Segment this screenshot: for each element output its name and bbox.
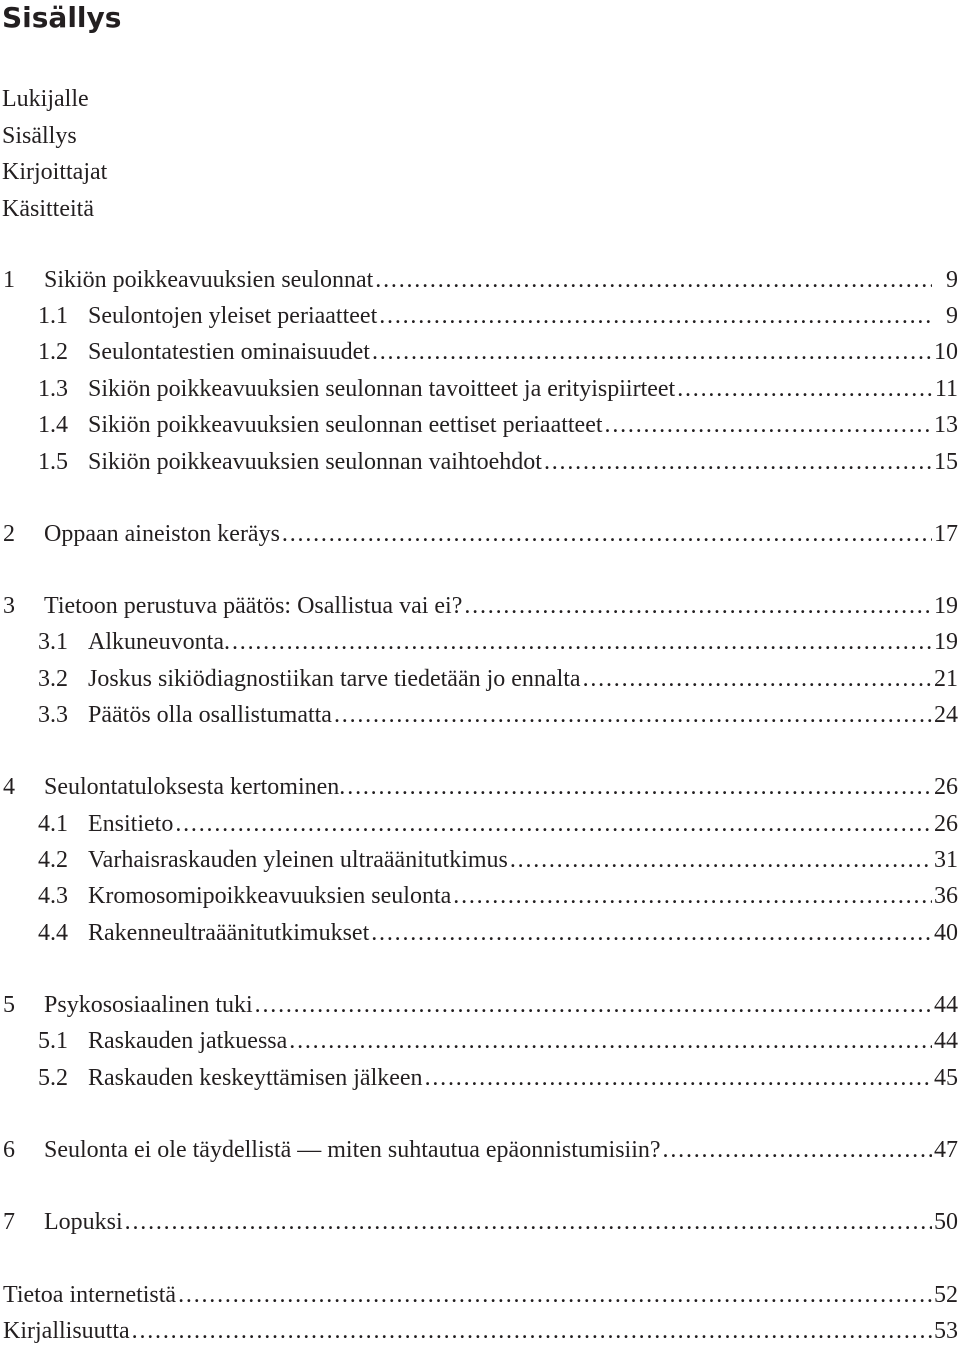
toc-entry-number: 4.4 [38,920,68,946]
toc-entry[interactable] [0,334,960,370]
toc-entry[interactable] [0,516,960,552]
toc-entry-page: 26 [934,774,958,800]
dot-leader [232,624,932,660]
toc-entry-title: Varhaisraskauden yleinen ultraäänitutkimus [88,847,508,873]
toc-entry-page: 40 [934,920,958,946]
toc-entry-page: 24 [934,702,958,728]
dot-leader [379,298,932,334]
toc-entry-page: 47 [934,1137,958,1163]
toc-entry[interactable] [0,624,960,660]
toc-entry-page: 21 [934,666,958,692]
toc-entry-number: 1 [3,267,15,293]
toc-entry[interactable] [0,697,960,733]
dot-leader [605,407,932,443]
toc-entry-number: 4 [3,774,15,800]
toc-entry-title: Tietoon perustuva päätös: Osallistua vai ei? [44,593,463,619]
toc-entry-title: Raskauden keskeyttämisen jälkeen [88,1065,423,1091]
dot-leader [371,915,932,951]
toc-entry-number: 1.1 [38,303,68,329]
dot-leader [464,588,932,624]
toc-entry[interactable] [0,444,960,480]
dot-leader [583,661,932,697]
toc-entry[interactable] [0,842,960,878]
toc-entry-title: Seulonta ei ole täydellistä — miten suhtautua epäonnistumisiin? [44,1137,661,1163]
toc-entry-title: Seulontojen yleiset periaatteet [88,303,378,329]
dot-leader [544,444,932,480]
dot-leader [347,769,932,805]
toc-entry[interactable] [0,915,960,951]
toc-entry-number: 4.1 [38,811,68,837]
toc-entry-number: 5.1 [38,1028,68,1054]
toc-entry-title: Kromosomipoikkeavuuksien seulonta [88,883,452,909]
toc-entry-page: 10 [934,339,958,365]
dot-leader [375,262,932,298]
toc-entry[interactable] [0,298,960,334]
toc-entry-title: Raskauden jatkuessa [88,1028,288,1054]
toc-entry-page: 19 [934,593,958,619]
toc-entry-page: 50 [934,1209,958,1235]
toc-entry-title: Rakenneultraäänitutkimukset [88,920,370,946]
toc-entry[interactable] [0,1023,960,1059]
toc-entry-title: Ensitieto [88,811,174,837]
front-matter-item[interactable]: Sisällys [2,122,77,149]
toc-entry-page: 52 [934,1282,958,1308]
toc-entry-page: 17 [934,521,958,547]
toc-entry-number: 3.3 [38,702,68,728]
toc-entry-number: 3.2 [38,666,68,692]
toc-entry[interactable] [0,769,960,805]
toc-entry[interactable] [0,1313,960,1349]
toc-entry-page: 31 [934,847,958,873]
toc-entry[interactable] [0,987,960,1023]
toc-entry[interactable] [0,1277,960,1313]
toc-entry-page: 45 [934,1065,958,1091]
toc-entry[interactable] [0,1204,960,1240]
toc-entry-page: 44 [934,1028,958,1054]
toc-entry[interactable] [0,1132,960,1168]
toc-entry-page: 36 [934,883,958,909]
dot-leader [175,806,932,842]
dot-leader [677,371,932,407]
front-matter-item[interactable]: Kirjoittajat [2,159,108,185]
toc-entry-number: 1.4 [38,412,68,438]
toc-entry-page: 9 [946,267,958,293]
toc-entry[interactable] [0,661,960,697]
toc-entry[interactable] [0,588,960,624]
toc-entry-page: 53 [934,1318,958,1344]
dot-leader [282,516,932,552]
toc-entry[interactable] [0,371,960,407]
toc-entry[interactable] [0,806,960,842]
toc-entry-number: 3.1 [38,629,68,655]
toc-entry-number: 4.3 [38,883,68,909]
toc-entry-title: Seulontatestien ominaisuudet [88,339,370,365]
dot-leader [453,878,932,914]
toc-entry-title: Sikiön poikkeavuuksien seulonnan tavoitteet ja erityispiirteet [88,376,676,402]
toc-entry[interactable] [0,262,960,298]
toc-entry-number: 5 [3,992,15,1018]
toc-entry-title: Joskus sikiödiagnostiikan tarve tiedetään jo ennalta [88,666,581,692]
toc-entry-title: Sikiön poikkeavuuksien seulonnan vaihtoehdot [88,449,542,475]
dot-leader [663,1132,932,1168]
toc-entry-title: Lopuksi [44,1209,123,1235]
toc-entry-title: Psykososiaalinen tuki [44,992,253,1018]
toc-entry-number: 6 [3,1137,15,1163]
toc-entry-title: Kirjallisuutta [3,1318,130,1344]
toc-entry-page: 44 [934,992,958,1018]
dot-leader [425,1060,932,1096]
toc-entry-page: 19 [934,629,958,655]
toc-entry-page: 13 [934,412,958,438]
dot-leader [125,1204,932,1240]
toc-entry-number: 5.2 [38,1065,68,1091]
toc-entry-page: 15 [934,449,958,475]
dot-leader [132,1313,932,1349]
toc-entry-page: 9 [946,303,958,329]
toc-entry-title: Seulontatuloksesta kertominen. [44,774,346,800]
toc-entry-title: Oppaan aineiston keräys [44,521,280,547]
toc-entry-title: Tietoa internetistä [3,1282,177,1308]
dot-leader [178,1277,932,1313]
dot-leader [289,1023,932,1059]
toc-entry-title: Alkuneuvonta. [88,629,230,655]
dot-leader [372,334,932,370]
toc-entry-number: 7 [3,1209,15,1235]
toc-entry[interactable] [0,878,960,914]
toc-entry-number: 1.2 [38,339,68,365]
toc-entry-title: Sikiön poikkeavuuksien seulonnan eettiset periaatteet [88,412,603,438]
toc-entry-page: 11 [934,376,958,402]
toc-entry-number: 2 [3,521,15,547]
toc-entry[interactable] [0,407,960,443]
toc-entry-page: 26 [934,811,958,837]
front-matter-item[interactable]: Lukijalle [2,86,89,112]
page-title: Sisällys [2,1,122,34]
toc-entry-title: Päätös olla osallistumatta [88,702,332,728]
toc-entry[interactable] [0,1060,960,1096]
toc-entry-number: 1.3 [38,376,68,402]
toc-entry-title: Sikiön poikkeavuuksien seulonnat [44,267,374,293]
front-matter-item[interactable]: Käsitteitä [2,195,94,222]
toc-entry-number: 3 [3,593,15,619]
dot-leader [510,842,932,878]
toc-entry-number: 1.5 [38,449,68,475]
toc-entry-number: 4.2 [38,847,68,873]
dot-leader [255,987,932,1023]
dot-leader [334,697,932,733]
